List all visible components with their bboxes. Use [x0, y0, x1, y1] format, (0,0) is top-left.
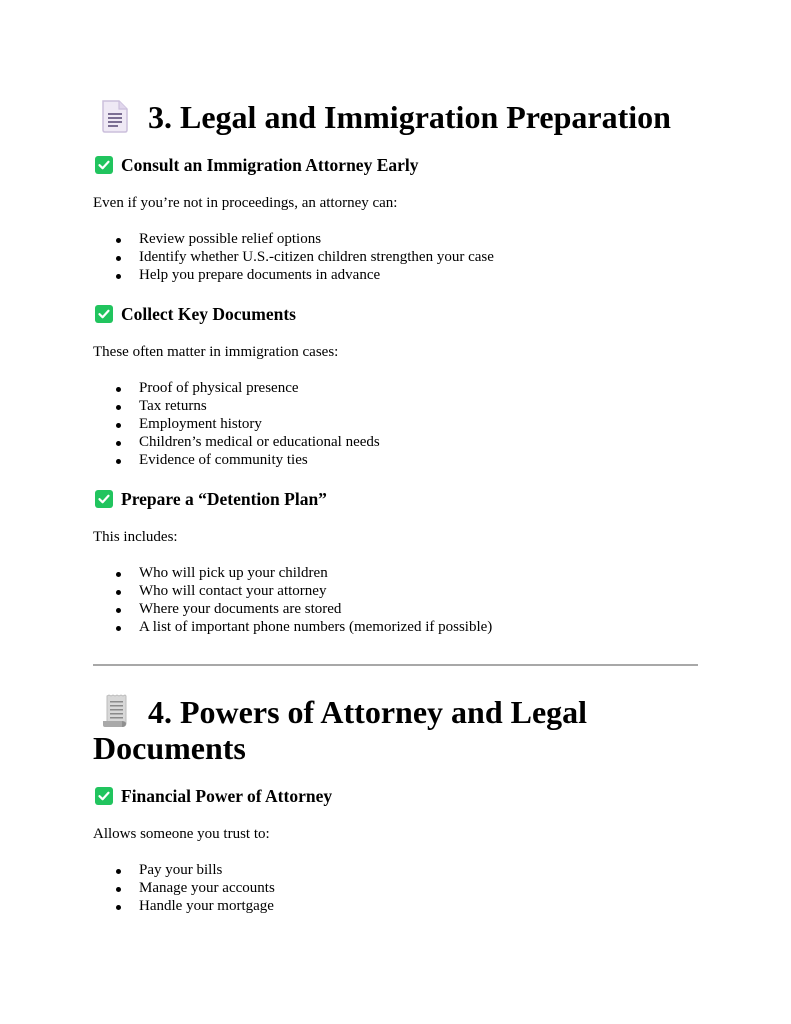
bullet-list — [93, 230, 698, 284]
check-mark-icon — [95, 490, 113, 508]
section-4-title-line1: 4. Powers of Attorney and Legal — [148, 694, 588, 730]
intro-text: This includes: — [93, 529, 178, 545]
bullet-list — [93, 564, 698, 636]
subsection-heading-collect-documents: Collect Key Documents — [93, 303, 296, 325]
section-divider — [93, 664, 698, 666]
bullet-list — [93, 861, 698, 915]
intro-text: These often matter in immigration cases: — [93, 344, 339, 360]
list-item: Help you prepare documents in advance — [93, 266, 698, 284]
list-item: Children’s medical or educational needs — [93, 433, 698, 451]
page-facing-up-icon — [100, 99, 130, 133]
subsection-heading-consult-attorney: Consult an Immigration Attorney Early — [93, 154, 419, 176]
section-4-heading — [93, 694, 698, 766]
list-item: Handle your mortgage — [93, 897, 698, 915]
section-3-title: 3. Legal and Immigration Preparation — [148, 99, 671, 135]
list-item: Who will contact your attorney — [93, 582, 698, 600]
list-item: Where your documents are stored — [93, 600, 698, 618]
list-item: A list of important phone numbers (memorized if possible) — [93, 618, 698, 636]
list-item: Evidence of community ties — [93, 451, 698, 469]
bullet-list — [93, 379, 698, 469]
intro-text: Allows someone you trust to: — [93, 826, 270, 842]
check-mark-icon — [95, 156, 113, 174]
receipt-scroll-icon — [100, 694, 130, 728]
list-item: Manage your accounts — [93, 879, 698, 897]
list-item: Review possible relief options — [93, 230, 698, 248]
subsection-heading-detention-plan: Prepare a “Detention Plan” — [93, 488, 327, 510]
list-item: Pay your bills — [93, 861, 698, 879]
section-4-title-line2: Documents — [93, 730, 246, 766]
check-mark-icon — [95, 787, 113, 805]
list-item: Proof of physical presence — [93, 379, 698, 397]
intro-text: Even if you’re not in proceedings, an attorney can: — [93, 195, 398, 211]
list-item: Employment history — [93, 415, 698, 433]
list-item: Identify whether U.S.-citizen children strengthen your case — [93, 248, 698, 266]
section-3-heading — [93, 99, 671, 135]
list-item: Who will pick up your children — [93, 564, 698, 582]
subsection-heading-financial-poa: Financial Power of Attorney — [93, 785, 332, 807]
check-mark-icon — [95, 305, 113, 323]
list-item: Tax returns — [93, 397, 698, 415]
